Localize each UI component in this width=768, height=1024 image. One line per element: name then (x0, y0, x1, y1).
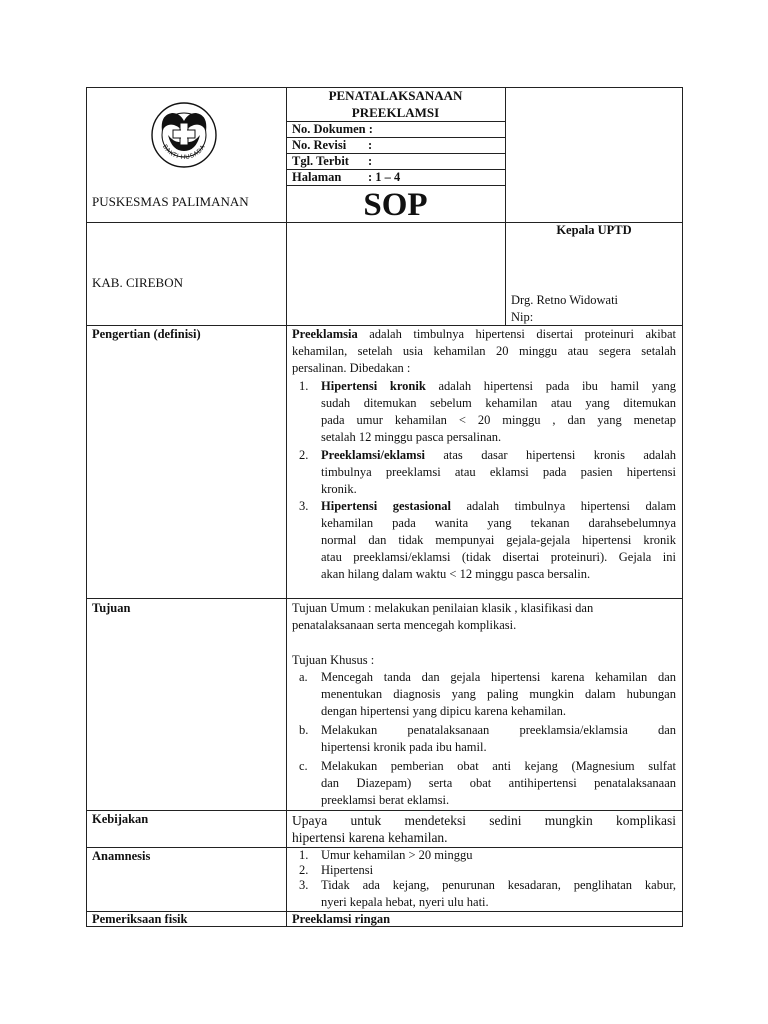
pengertian-item-2-line3: kronik. (321, 482, 357, 496)
nip-label: Nip: (511, 310, 534, 324)
col-divider-right-header (505, 87, 506, 325)
sop-badge: SOP (363, 187, 428, 223)
anamnesis-label: Anamnesis (92, 849, 151, 863)
preeklamsi-eklamsi-term: Preeklamsi/eklamsi (321, 448, 425, 462)
logo-text: BAKTI HUSADA (160, 143, 208, 162)
row-divider-pengertian (86, 598, 683, 599)
page-label: Halaman (292, 170, 342, 184)
issue-date-sep: : (368, 154, 373, 168)
tujuan-item-c-num: c. (299, 759, 308, 773)
kebijakan-line1: Upaya untuk mendeteksi sedini mungkin komplikasi (292, 813, 676, 828)
pengertian-item-3-num: 3. (299, 499, 309, 513)
tujuan-item-b-line1: Melakukan penatalaksanaan preeklamsia/eklamsia dan (321, 723, 676, 737)
tujuan-khusus-heading: Tujuan Khusus : (292, 653, 375, 667)
page-value: : 1 – 4 (368, 170, 401, 184)
pengertian-item-3-line4: atau preeklamsi/eklamsi (tidak disertai proteinuri). Gejala ini (321, 550, 676, 564)
pengertian-item-2-line1 (321, 447, 676, 465)
pengertian-item-1-line3: pada umur kehamilan < 20 minggu , dan yang menetap (321, 413, 676, 427)
tujuan-item-a-line2: menentukan diagnosis yang paling mungkin dalam hubungan (321, 687, 676, 701)
pengertian-label: Pengertian (definisi) (92, 327, 201, 341)
anamnesis-item-2-num: 2. (299, 863, 309, 877)
tujuan-item-b-line2: hipertensi kronik pada ibu hamil. (321, 740, 487, 754)
pemeriksaan-label: Pemeriksaan fisik (92, 912, 188, 926)
pengertian-item-3-line5: akan hilang dalam waktu < 12 minggu pasca bersalin. (321, 567, 591, 581)
tujuan-umum-line2: penatalaksanaan serta mencegah komplikasi. (292, 618, 517, 632)
anamnesis-item-3-line2: nyeri kepala hebat, nyeri ulu hati. (321, 895, 489, 909)
pengertian-lead-line2: kehamilan, setelah usia kehamilan 20 minggu atau segera setalah (292, 344, 676, 358)
tujuan-item-a-num: a. (299, 670, 308, 684)
sop-title-line2: PREEKLAMSI (351, 105, 440, 120)
anamnesis-item-1-num: 1. (299, 848, 309, 862)
anamnesis-item-2-text: Hipertensi (321, 863, 374, 877)
doc-no-label: No. Dokumen : (292, 122, 373, 136)
pengertian-item-1-line2: sudah ditemukan sebelum kehamilan atau yang ditemukan (321, 396, 676, 410)
pengertian-item-3-line3: normal dan tidak mempunyai gejala-gejala hipertensi kronik (321, 533, 676, 547)
tujuan-label: Tujuan (92, 601, 131, 615)
row-divider-tujuan (86, 810, 683, 811)
pengertian-item-1-line4: setalah 12 minggu pasca persalinan. (321, 430, 502, 444)
pengertian-item-2-text: atas dasar hipertensi kronis adalah (424, 448, 676, 462)
tujuan-item-c-line2: dan Diazepam) serta obat antihipertensi penatalaksanaan (321, 776, 676, 790)
revision-sep: : (368, 138, 373, 152)
sop-title-line1: PENATALAKSANAAN (328, 88, 463, 103)
hipertensi-kronik-term: Hipertensi kronik (321, 379, 426, 393)
pengertian-item-1-line1 (321, 378, 676, 396)
preeklamsia-term: Preeklamsia (292, 327, 358, 341)
pengertian-item-3-line1 (321, 498, 676, 516)
issue-date-label: Tgl. Terbit (292, 154, 349, 168)
anamnesis-item-3-line1: Tidak ada kejang, penurunan kesadaran, penglihatan kabur, (321, 878, 676, 892)
kebijakan-line2: hipertensi karena kehamilan. (292, 830, 448, 845)
kebijakan-label: Kebijakan (92, 812, 149, 826)
head-title: Kepala UPTD (556, 223, 632, 237)
bakti-husada-logo (150, 101, 218, 169)
tujuan-item-a-line1: Mencegah tanda dan gejala hipertensi karena kehamilan dan (321, 670, 676, 684)
pengertian-item-1-num: 1. (299, 379, 309, 393)
tujuan-item-c-line1: Melakukan pemberian obat anti kejang (Magnesium sulfat (321, 759, 676, 773)
head-name: Drg. Retno Widowati (511, 293, 619, 307)
pemeriksaan-value: Preeklamsi ringan (292, 912, 391, 926)
tujuan-item-a-line3: dengan hipertensi yang dipicu karena kehamilan. (321, 704, 567, 718)
revision-label: No. Revisi (292, 138, 347, 152)
anamnesis-item-3-num: 3. (299, 878, 309, 892)
anamnesis-item-1-text: Umur kehamilan > 20 minggu (321, 848, 473, 862)
tujuan-umum-line1: Tujuan Umum : melakukan penilaian klasik , klasifikasi dan (292, 601, 594, 615)
hipertensi-gestasional-term: Hipertensi gestasional (321, 499, 452, 513)
pengertian-item-2-num: 2. (299, 448, 309, 462)
region-name: KAB. CIREBON (92, 275, 184, 290)
pengertian-item-1-text: adalah hipertensi pada ibu hamil yang (425, 379, 676, 393)
pengertian-item-3-text: adalah timbulnya hipertensi dalam (451, 499, 676, 513)
pengertian-lead-line3: persalinan. Dibedakan : (292, 361, 411, 375)
tujuan-item-c-line3: preeklamsi berat eklamsi. (321, 793, 450, 807)
pengertian-lead-rest: adalah timbulnya hipertensi disertai proteinuri akibat (357, 327, 676, 341)
pengertian-item-2-line2: timbulnya preeklamsi atau eklamsi pada pasien hipertensi (321, 465, 676, 479)
pengertian-item-3-line2: kehamilan pada wanita yang tekanan darahsebelumnya (321, 516, 676, 530)
tujuan-item-b-num: b. (299, 723, 309, 737)
pengertian-lead-line1 (292, 326, 676, 344)
org-name: PUSKESMAS PALIMANAN (92, 194, 249, 209)
